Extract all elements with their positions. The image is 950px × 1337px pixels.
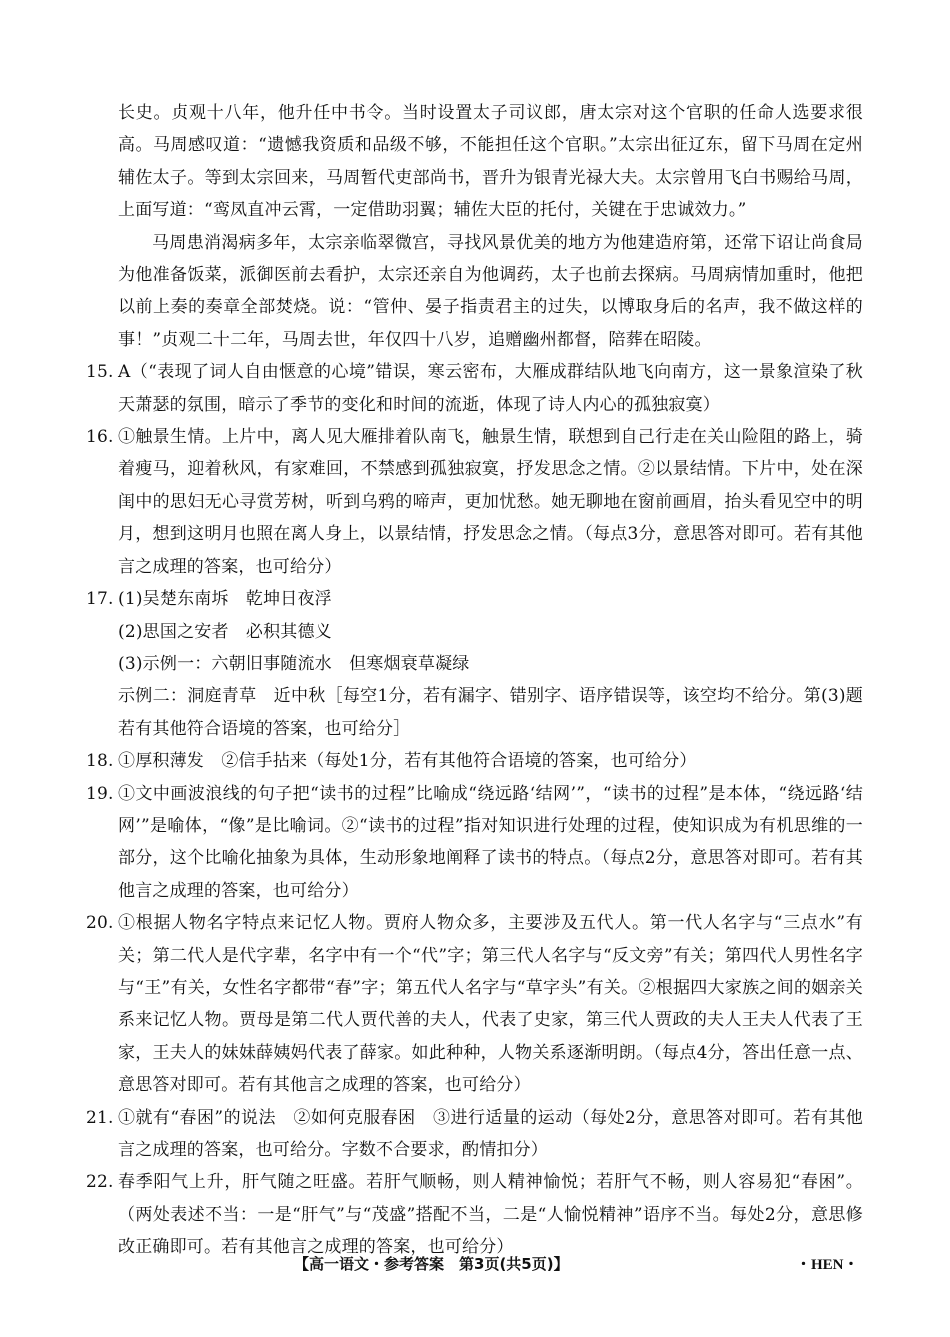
translation-paragraph-1: 长史。贞观十八年，他升任中书令。当时设置太子司议郎，唐太宗对这个官职的任命人选要求很高。马周感叹道：“遗憾我资质和品级不够，不能担任这个官职。”太宗出征辽东，留下马周在定州辅佐太子。等到太宗回来，马周暂代吏部尚书，晋升为银青光禄大夫。太宗曾用飞白书赐给马周，上面写道：“鸾凤直冲云霄，一定借助羽翼；辅佐大臣的托付，关键在于忠诚效力。” — [118, 103, 863, 221]
answer-text: ①触景生情。上片中，离人见大雁排着队南飞，触景生情，联想到自己行走在关山险阻的路上，骑着瘦马，迎着秋风，有家难回，不禁感到孤独寂寞，抒发思念之情。②以景结情。下片中，处在深闺中的思妇无心寻赏芳树，听到乌鸦的啼声，更加忧愁。她无聊地在窗前画眉，抬头看见空中的明月，想到这明月也照在离人身上，以景结情，抒发思念之情。（每点3分，意思答对即可。若有其他言之成理的答案，也可给分） — [118, 427, 863, 577]
question-number: 17. — [86, 589, 114, 610]
answer-18 — [86, 745, 863, 777]
question-number: 16. — [86, 427, 114, 448]
answer-21 — [86, 1102, 863, 1167]
answer-line: 示例二：洞庭青草 近中秋［每空1分，若有漏字、错别字、语序错误等，该空均不给分。第(3)题若有其他符合语境的答案，也可给分］ — [118, 686, 863, 739]
answer-line: (2)思国之安者 必积其德义 — [118, 621, 332, 642]
page-content — [86, 97, 863, 1264]
answer-20 — [86, 907, 863, 1101]
answer-17 — [86, 583, 863, 745]
question-number: 20. — [86, 913, 114, 934]
question-number: 15. — [86, 362, 114, 383]
answer-line: (1)吴楚东南坼 乾坤日夜浮 — [118, 589, 332, 610]
answer-text: ①文中画波浪线的句子把“读书的过程”比喻成“绕远路‘结网’”，“读书的过程”是本体，“绕远路‘结网’”是喻体，“像”是比喻词。②“读书的过程”指对知识进行处理的过程，使知识成为有机思维的一部分，这个比喻化抽象为具体，生动形象地阐释了读书的特点。（每点2分，意思答对即可。若有其他言之成理的答案，也可给分） — [118, 783, 863, 901]
answer-text: 春季阳气上升，肝气随之旺盛。若肝气顺畅，则人精神愉悦；若肝气不畅，则人容易犯“春困”。（两处表述不当：一是“肝气”与“茂盛”搭配不当，二是“人愉悦精神”语序不当。每处2分，意思修改正确即可。若有其他言之成理的答案，也可给分） — [118, 1172, 863, 1258]
answer-22 — [86, 1166, 863, 1263]
answer-15 — [86, 356, 863, 421]
footer-code: ・HEN・ — [796, 1257, 859, 1273]
translation-paragraph-2: 马周患消渴病多年，太宗亲临翠微宫，寻找风景优美的地方为他建造府第，还常下诏让尚食局为他准备饭菜，派御医前去看护，太宗还亲自为他调药，太子也前去探病。马周病情加重时，他把以前上奏的奏章全部焚烧。说：“管仲、晏子指责君主的过失，以博取身后的名声，我不做这样的事！”贞观二十二年，马周去世，年仅四十八岁，追赠幽州都督，陪葬在昭陵。 — [118, 232, 863, 350]
answer-16 — [86, 421, 863, 583]
answer-text: ①厚积薄发 ②信手拈来（每处1分，若有其他符合语境的答案，也可给分） — [118, 751, 697, 772]
question-number: 19. — [86, 783, 114, 804]
question-number: 22. — [86, 1172, 114, 1193]
answer-text: ①根据人物名字特点来记忆人物。贾府人物众多，主要涉及五代人。第一代人名字与“三点水”有关；第二代人是代字辈，名字中有一个“代”字；第三代人名字与“反文旁”有关；第四代人男性名字与“王”有关，女性名字都带“春”字；第五代人名字与“草字头”有关。②根据四大家族之间的姻亲关系来记忆人物。贾母是第二代人贾代善的夫人，代表了史家，第三代人贾政的夫人王夫人代表了王家，王夫人的妹妹薛姨妈代表了薛家。如此种种，人物关系逐渐明朗。（每点4分，答出任意一点、意思答对即可。若有其他言之成理的答案，也可给分） — [118, 913, 863, 1096]
answer-19 — [86, 778, 863, 908]
question-number: 21. — [86, 1107, 114, 1128]
footer-title: 【高一语文・参考答案 第3页(共5页)】 — [294, 1255, 569, 1273]
answer-text: A（“表现了词人自由惬意的心境”错误，寒云密布，大雁成群结队地飞向南方，这一景象渲染了秋天萧瑟的氛围，暗示了季节的变化和时间的流逝，体现了诗人内心的孤独寂寞） — [118, 362, 863, 415]
answer-text: ①就有“春困”的说法 ②如何克服春困 ③进行适量的运动（每处2分，意思答对即可。若有其他言之成理的答案，也可给分。字数不合要求，酌情扣分） — [118, 1107, 863, 1160]
question-number: 18. — [86, 751, 114, 772]
answer-line: (3)示例一：六朝旧事随流水 但寒烟衰草凝绿 — [118, 653, 470, 674]
